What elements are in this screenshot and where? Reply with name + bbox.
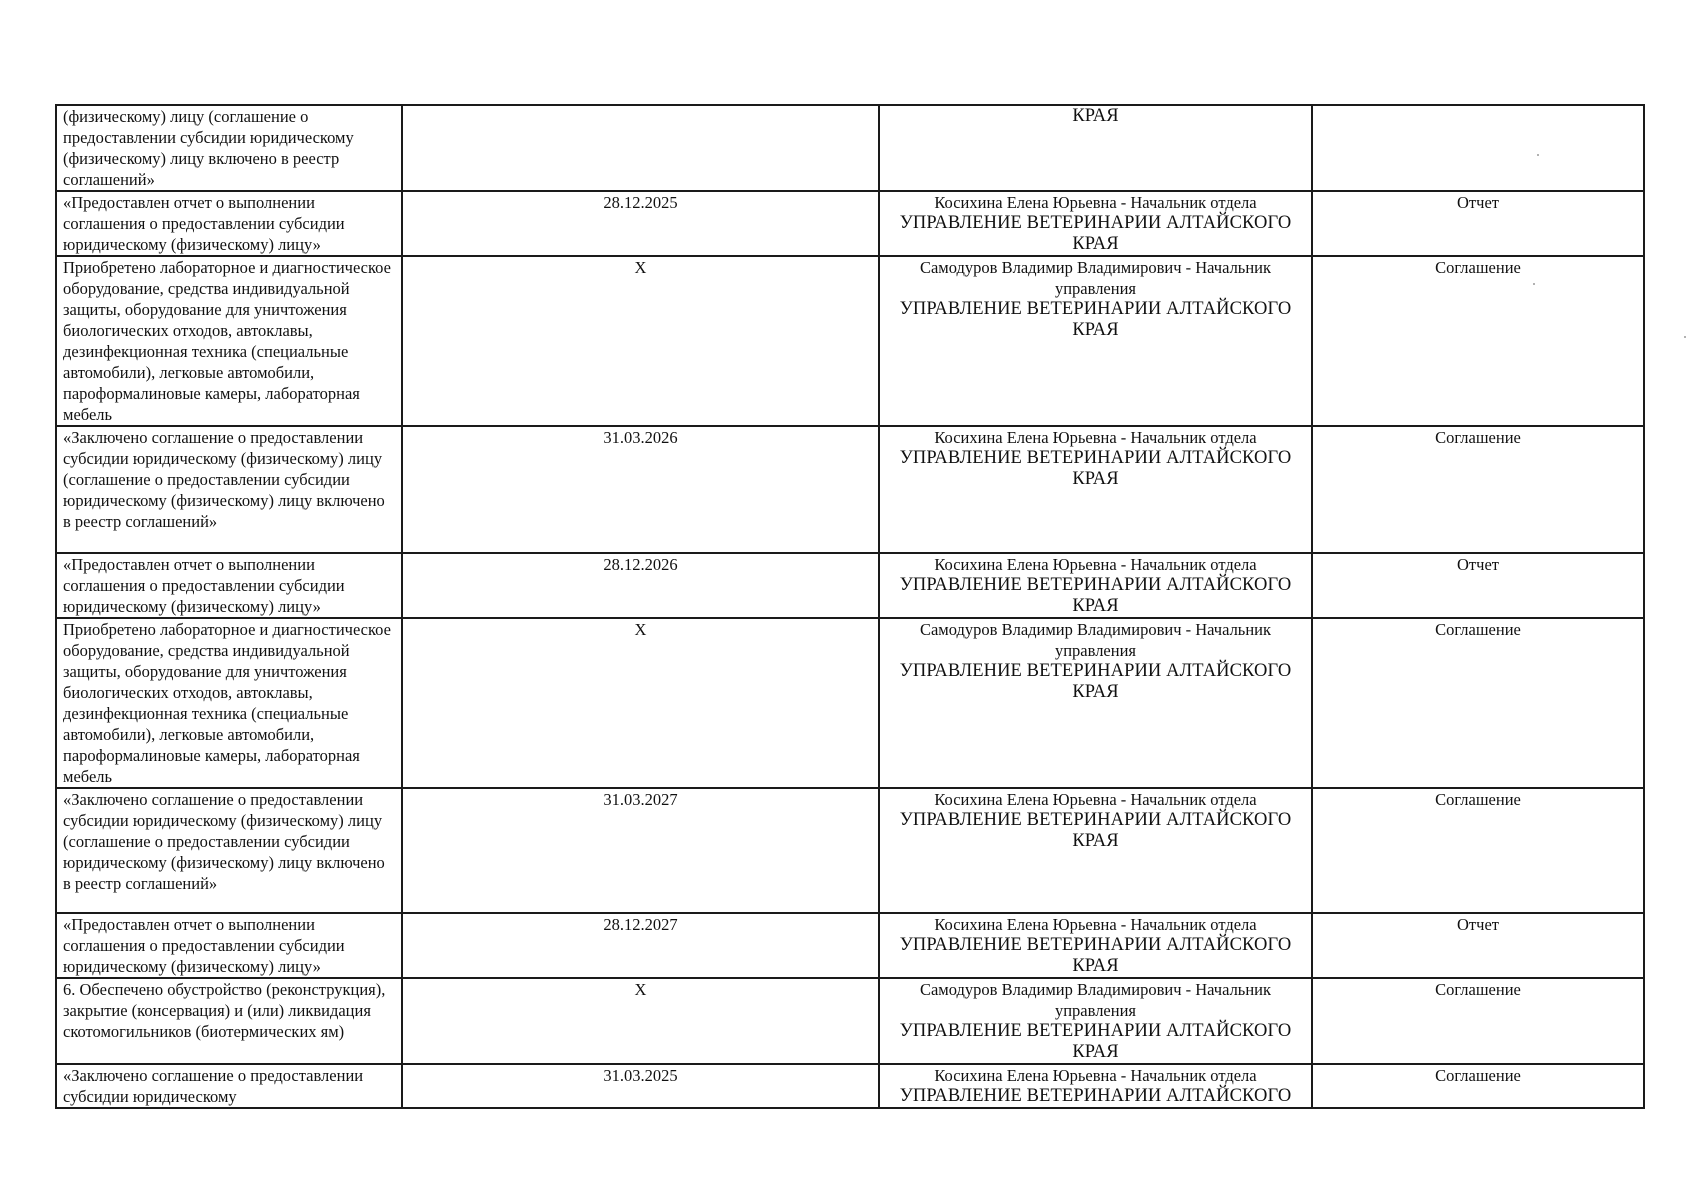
document-type-cell: Отчет xyxy=(1312,553,1644,618)
responsible-person: Косихина Елена Юрьевна - Начальник отдела xyxy=(934,193,1257,212)
table-row xyxy=(56,426,1644,553)
date-cell: 28.12.2025 xyxy=(402,191,879,256)
responsible-organization: УПРАВЛЕНИЕ ВЕТЕРИНАРИИ АЛТАЙСКОГО КРАЯ xyxy=(899,213,1292,254)
event-cell: (физическому) лицу (соглашение о предоставлении субсидии юридическому (физическому) лицу включено в реестр соглашений» xyxy=(56,105,402,191)
scan-speck xyxy=(1537,154,1539,156)
date-cell: X xyxy=(402,978,879,1064)
date-cell: 31.03.2026 xyxy=(402,426,879,553)
responsible-cell xyxy=(879,1064,1312,1108)
document-type-cell: Отчет xyxy=(1312,191,1644,256)
event-cell: «Заключено соглашение о предоставлении субсидии юридическому (физическому) лицу (соглашение о предоставлении субсидии юридическому (физическому) лицу включено в реестр соглашений» xyxy=(56,788,402,913)
document-type-cell: Соглашение xyxy=(1312,426,1644,553)
table-row xyxy=(56,978,1644,1064)
responsible-organization: УПРАВЛЕНИЕ ВЕТЕРИНАРИИ АЛТАЙСКОГО КРАЯ xyxy=(899,575,1292,616)
responsible-cell xyxy=(879,105,1312,191)
table-row xyxy=(56,191,1644,256)
table-row xyxy=(56,913,1644,978)
table-row xyxy=(56,1064,1644,1108)
responsible-organization: УПРАВЛЕНИЕ ВЕТЕРИНАРИИ АЛТАЙСКОГО КРАЯ xyxy=(899,1021,1292,1062)
responsible-person: Самодуров Владимир Владимирович - Начальник управления xyxy=(919,980,1272,1020)
date-cell: 28.12.2027 xyxy=(402,913,879,978)
document-type-cell xyxy=(1312,105,1644,191)
control-points-table xyxy=(55,104,1645,1109)
responsible-cell xyxy=(879,788,1312,913)
responsible-organization: УПРАВЛЕНИЕ ВЕТЕРИНАРИИ АЛТАЙСКОГО xyxy=(899,1086,1292,1106)
responsible-cell xyxy=(879,978,1312,1064)
document-type-cell: Соглашение xyxy=(1312,618,1644,788)
responsible-person: Косихина Елена Юрьевна - Начальник отдела xyxy=(934,915,1257,934)
table-row xyxy=(56,105,1644,191)
event-cell: «Предоставлен отчет о выполнении соглашения о предоставлении субсидии юридическому (физическому) лицу» xyxy=(56,191,402,256)
responsible-cell xyxy=(879,426,1312,553)
responsible-person: Косихина Елена Юрьевна - Начальник отдела xyxy=(934,790,1257,809)
responsible-organization: КРАЯ xyxy=(1072,106,1119,126)
responsible-person: Самодуров Владимир Владимирович - Начальник управления xyxy=(919,620,1272,660)
table-row xyxy=(56,256,1644,426)
table-row xyxy=(56,788,1644,913)
responsible-cell xyxy=(879,553,1312,618)
responsible-person: Косихина Елена Юрьевна - Начальник отдела xyxy=(934,428,1257,447)
date-cell: X xyxy=(402,256,879,426)
event-cell: «Заключено соглашение о предоставлении субсидии юридическому xyxy=(56,1064,402,1108)
date-cell: 31.03.2025 xyxy=(402,1064,879,1108)
scan-speck xyxy=(1533,283,1535,285)
responsible-organization: УПРАВЛЕНИЕ ВЕТЕРИНАРИИ АЛТАЙСКОГО КРАЯ xyxy=(899,661,1292,702)
event-cell: 6. Обеспечено обустройство (реконструкция), закрытие (консервация) и (или) ликвидация скотомогильников (биотермических ям) xyxy=(56,978,402,1064)
document-type-cell: Соглашение xyxy=(1312,256,1644,426)
event-cell: «Заключено соглашение о предоставлении субсидии юридическому (физическому) лицу (соглашение о предоставлении субсидии юридическому (физическому) лицу включено в реестр соглашений» xyxy=(56,426,402,553)
responsible-person: Косихина Елена Юрьевна - Начальник отдела xyxy=(934,555,1257,574)
responsible-cell xyxy=(879,618,1312,788)
responsible-organization: УПРАВЛЕНИЕ ВЕТЕРИНАРИИ АЛТАЙСКОГО КРАЯ xyxy=(899,299,1292,340)
responsible-person: Косихина Елена Юрьевна - Начальник отдела xyxy=(934,1066,1257,1085)
document-type-cell: Соглашение xyxy=(1312,978,1644,1064)
responsible-cell xyxy=(879,913,1312,978)
responsible-cell xyxy=(879,191,1312,256)
table-row xyxy=(56,618,1644,788)
event-cell: «Предоставлен отчет о выполнении соглашения о предоставлении субсидии юридическому (физическому) лицу» xyxy=(56,553,402,618)
scan-speck xyxy=(1684,336,1686,338)
date-cell: 31.03.2027 xyxy=(402,788,879,913)
document-type-cell: Соглашение xyxy=(1312,788,1644,913)
document-type-cell: Отчет xyxy=(1312,913,1644,978)
table-row xyxy=(56,553,1644,618)
event-cell: Приобретено лабораторное и диагностическое оборудование, средства индивидуальной защиты, оборудование для уничтожения биологических отходов, автоклавы, дезинфекционная техника (специальные автомобили), легковые автомобили, пароформалиновые камеры, лабораторная мебель xyxy=(56,618,402,788)
responsible-cell xyxy=(879,256,1312,426)
responsible-person: Самодуров Владимир Владимирович - Начальник управления xyxy=(919,258,1272,298)
responsible-organization: УПРАВЛЕНИЕ ВЕТЕРИНАРИИ АЛТАЙСКОГО КРАЯ xyxy=(899,935,1292,976)
document-type-cell: Соглашение xyxy=(1312,1064,1644,1108)
date-cell: X xyxy=(402,618,879,788)
event-cell: Приобретено лабораторное и диагностическое оборудование, средства индивидуальной защиты, оборудование для уничтожения биологических отходов, автоклавы, дезинфекционная техника (специальные автомобили), легковые автомобили, пароформалиновые камеры, лабораторная мебель xyxy=(56,256,402,426)
date-cell xyxy=(402,105,879,191)
event-cell: «Предоставлен отчет о выполнении соглашения о предоставлении субсидии юридическому (физическому) лицу» xyxy=(56,913,402,978)
responsible-organization: УПРАВЛЕНИЕ ВЕТЕРИНАРИИ АЛТАЙСКОГО КРАЯ xyxy=(899,448,1292,489)
responsible-organization: УПРАВЛЕНИЕ ВЕТЕРИНАРИИ АЛТАЙСКОГО КРАЯ xyxy=(899,810,1292,851)
date-cell: 28.12.2026 xyxy=(402,553,879,618)
